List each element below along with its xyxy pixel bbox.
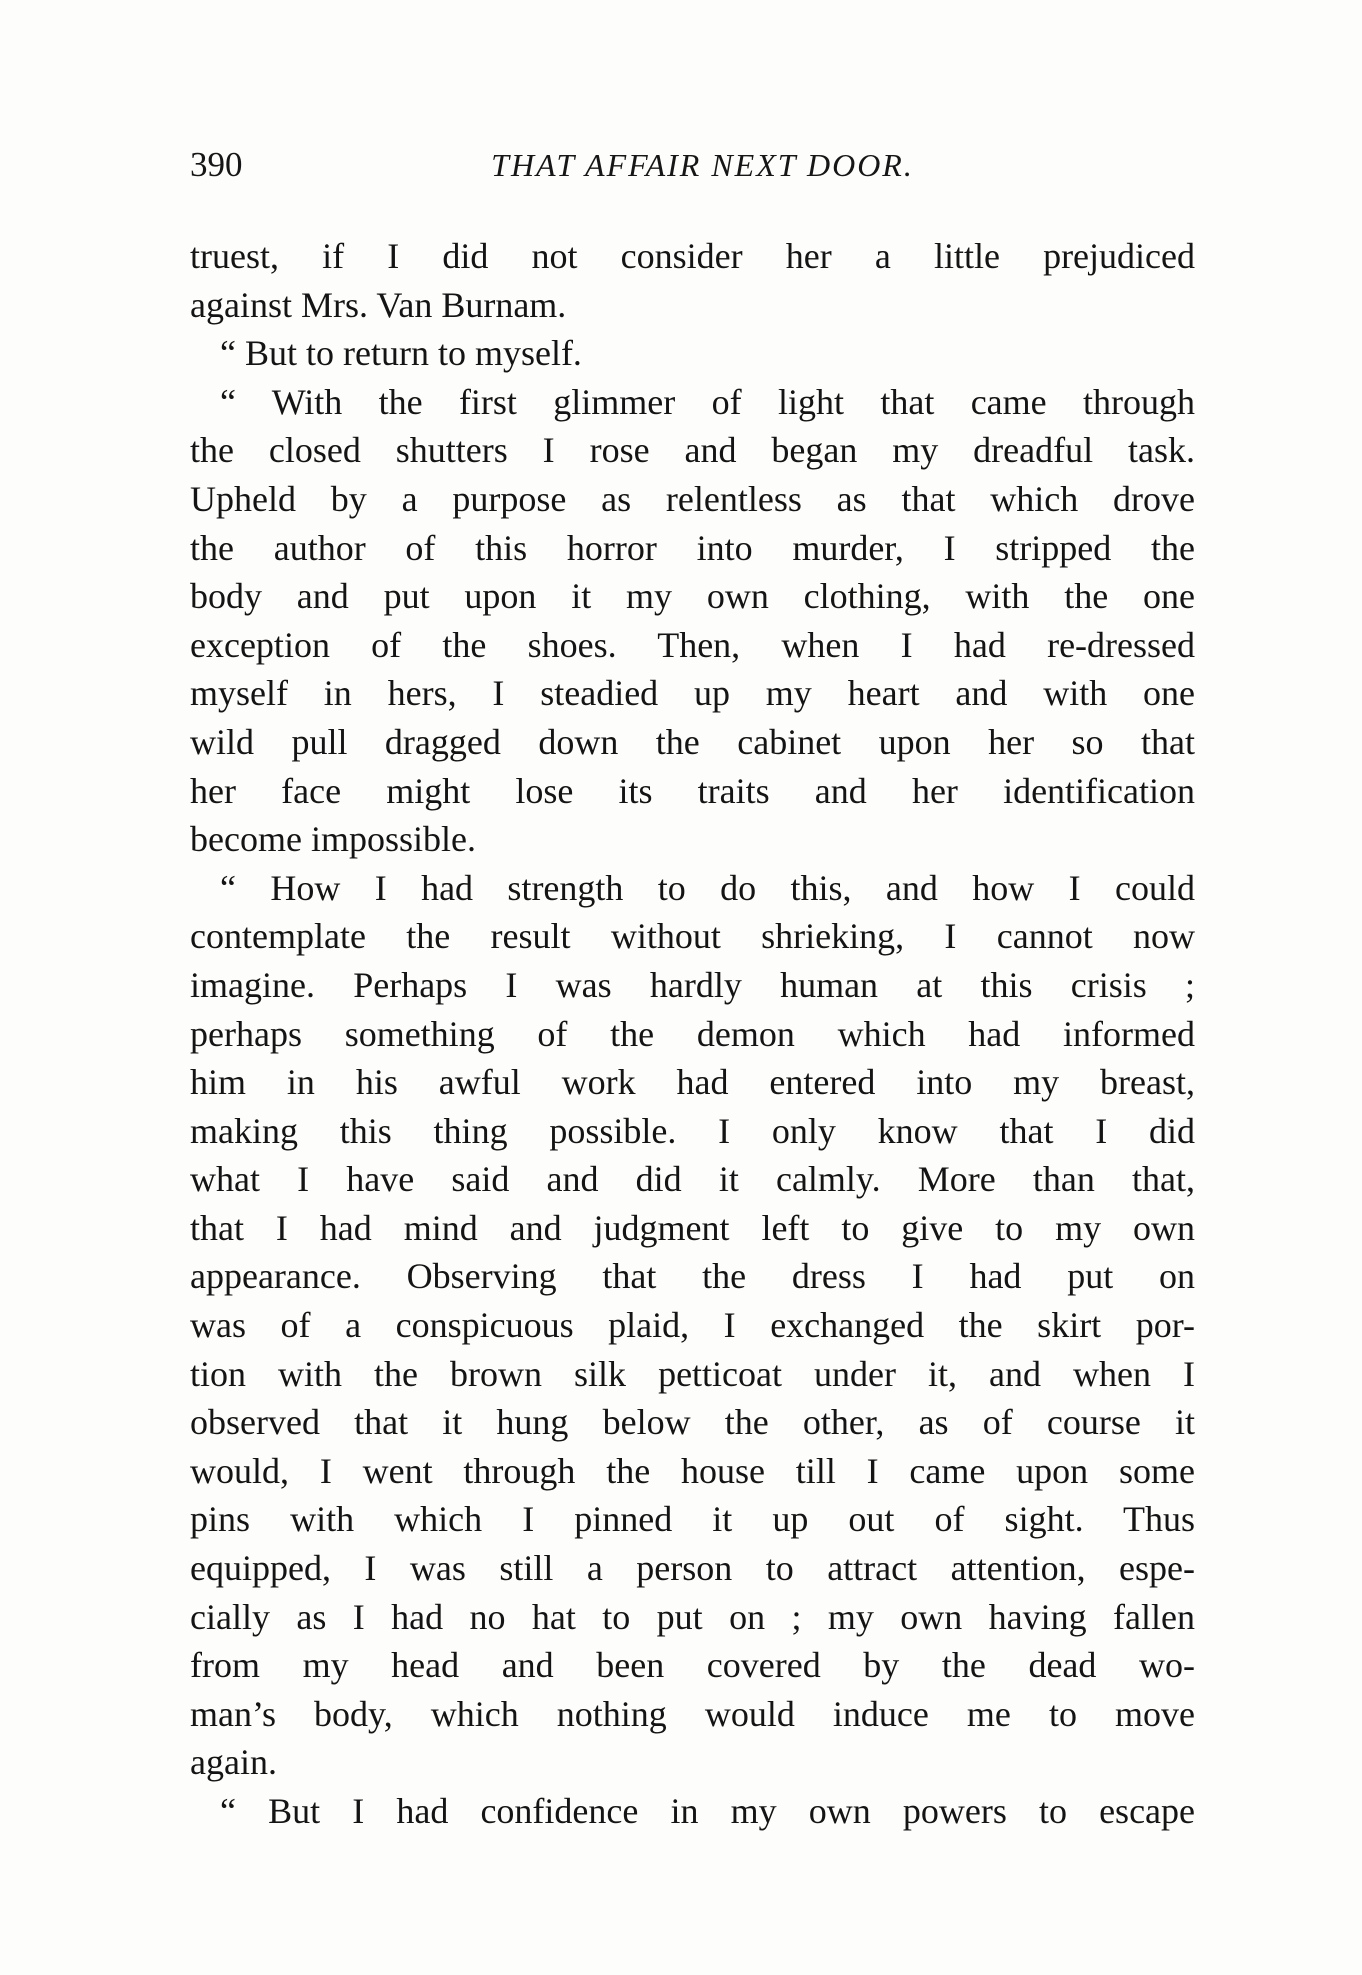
text-line: perhaps something of the demon which had informed xyxy=(190,1013,1195,1054)
text-line: was of a conspicuous plaid, I exchanged the skirt por- xyxy=(190,1305,1195,1346)
text-line: appearance. Observing that the dress I had put on xyxy=(190,1256,1195,1297)
text-line: the closed shutters I rose and began my dreadful task. xyxy=(190,430,1195,471)
text-line: “ But to return to myself. xyxy=(220,333,582,374)
text-line: him in his awful work had entered into my breast, xyxy=(190,1062,1195,1103)
text-line: body and put upon it my own clothing, with the one xyxy=(190,576,1195,617)
text-line: “ With the first glimmer of light that came through xyxy=(220,381,1195,422)
text-line: myself in hers, I steadied up my heart and with one xyxy=(190,673,1195,714)
page-header xyxy=(190,140,1195,190)
text-line: against Mrs. Van Burnam. xyxy=(190,284,567,325)
text-line: her face might lose its traits and her identification xyxy=(190,770,1195,811)
text-line: what I have said and did it calmly. More than that, xyxy=(190,1159,1195,1200)
text-line: that I had mind and judgment left to give to my own xyxy=(190,1207,1195,1248)
text-line: exception of the shoes. Then, when I had re-dressed xyxy=(190,624,1195,665)
text-line: tion with the brown silk petticoat under it, and when I xyxy=(190,1353,1195,1394)
text-line: the author of this horror into murder, I stripped the xyxy=(190,527,1195,568)
text-line: truest, if I did not consider her a little prejudiced xyxy=(190,236,1195,276)
text-line: wild pull dragged down the cabinet upon her so that xyxy=(190,721,1195,762)
text-line: would, I went through the house till I came upon some xyxy=(190,1450,1195,1491)
text-line: again. xyxy=(190,1742,277,1783)
text-line: contemplate the result without shrieking, I cannot now xyxy=(190,916,1195,957)
text-line: “ How I had strength to do this, and how I could xyxy=(220,867,1195,908)
text-line: become impossible. xyxy=(190,819,476,860)
text-line: “ But I had confidence in my own powers to escape xyxy=(220,1791,1195,1831)
text-line: pins with which I pinned it up out of sight. Thus xyxy=(190,1499,1195,1540)
page-number: 390 xyxy=(190,145,243,184)
text-line: man’s body, which nothing would induce me to move xyxy=(190,1693,1195,1734)
text-line: observed that it hung below the other, as of course it xyxy=(190,1402,1195,1443)
text-line: cially as I had no hat to put on ; my own having fallen xyxy=(190,1596,1195,1637)
text-line: from my head and been covered by the dead wo- xyxy=(190,1645,1195,1686)
text-line: imagine. Perhaps I was hardly human at this crisis ; xyxy=(190,964,1195,1005)
body-text xyxy=(190,232,1195,1836)
text-line: equipped, I was still a person to attract attention, espe- xyxy=(190,1548,1195,1589)
running-title: THAT AFFAIR NEXT DOOR. xyxy=(491,147,914,183)
text-line: Upheld by a purpose as relentless as that which drove xyxy=(190,478,1195,519)
text-line: making this thing possible. I only know that I did xyxy=(190,1110,1195,1151)
